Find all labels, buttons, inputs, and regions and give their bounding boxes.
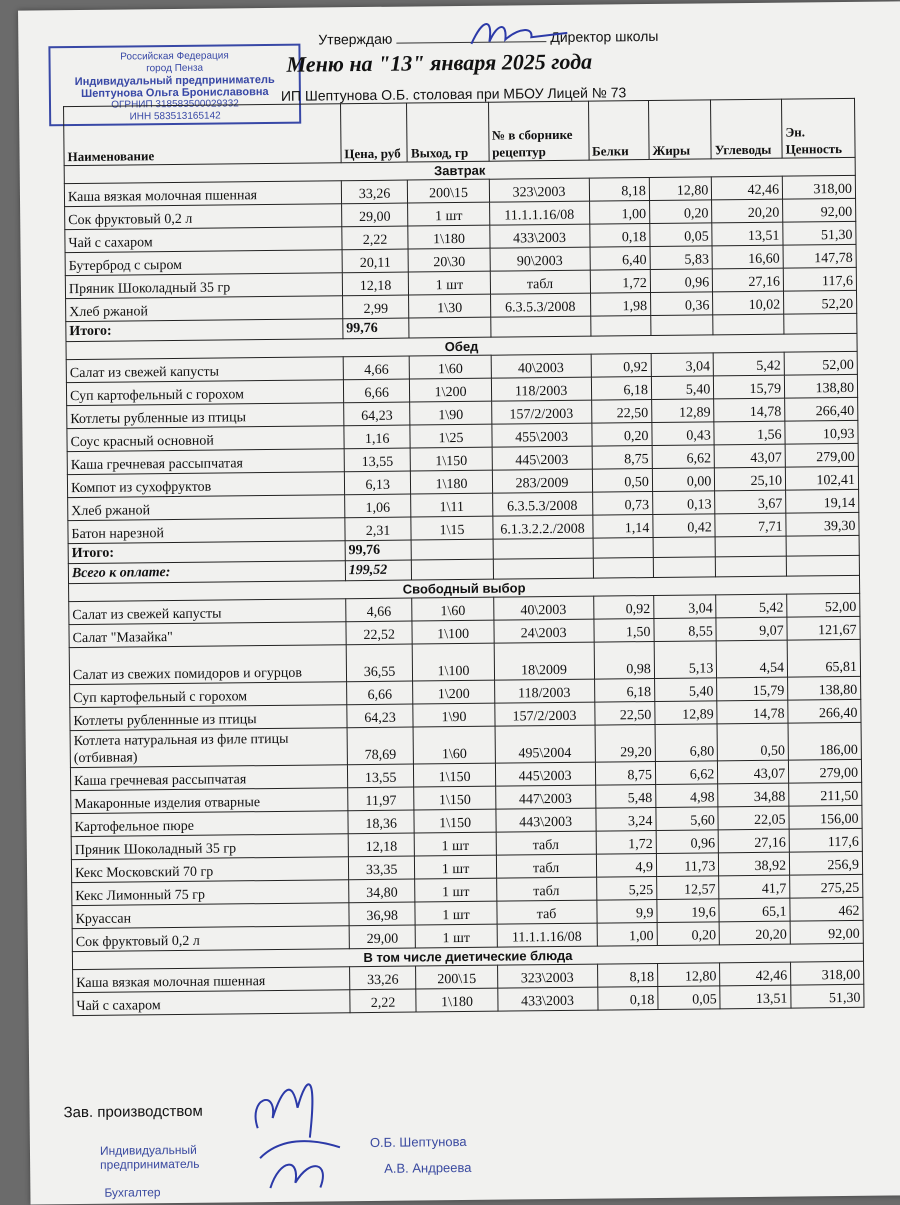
cell-value: 14,78	[714, 398, 785, 422]
dish-name: Котлеты рубленнные из птицы	[70, 705, 347, 731]
cell-value: 6,80	[655, 724, 718, 762]
cell-value: 36,98	[349, 902, 416, 926]
dish-name: Суп картофельный с горохом	[70, 682, 347, 708]
cell-value: 2,31	[345, 517, 412, 541]
cell-value: 0,92	[593, 595, 654, 619]
cell-value: 6.3.5.3/2008	[492, 492, 592, 516]
section-title: Завтрак	[64, 157, 855, 183]
header-row	[64, 98, 856, 165]
cell-value: 495\2004	[495, 725, 595, 763]
signer-name-2: А.В. Андреева	[384, 1159, 472, 1176]
cell-value: 13,51	[720, 985, 791, 1009]
cell-value: табл	[496, 877, 596, 901]
dish-name: Салат из свежей капусты	[66, 357, 343, 383]
cell-value: 266,40	[788, 699, 861, 723]
cell-value: 9,07	[716, 617, 787, 641]
cell-value: 6.3.5.3/2008	[490, 293, 590, 317]
cell-value: 0,20	[657, 922, 720, 946]
total-label: Итого:	[68, 541, 345, 564]
dish-name: Каша гречневая рассыпчатая	[70, 765, 347, 791]
cell-value: 13,51	[712, 222, 783, 246]
ip-label: Индивидуальный предприниматель	[99, 1142, 200, 1172]
dish-name: Салат из свежих помидоров и огурцов	[69, 645, 346, 685]
cell-value: 1\11	[411, 493, 492, 517]
cell-value: 211,50	[789, 782, 862, 806]
cell-value: 1\180	[411, 470, 492, 494]
dish-name: Котлета натуральная из филе птицы (отбивная)	[70, 728, 347, 768]
cell-value: 0,20	[591, 423, 652, 447]
cell-value: 200\15	[416, 965, 497, 989]
cell-value: 0,18	[597, 986, 658, 1010]
cell-value: 186,00	[788, 722, 861, 760]
cell-value: 318,00	[791, 961, 864, 985]
cell-value: 323\2003	[497, 964, 597, 988]
section-title: Обед	[66, 333, 857, 359]
cell-value: 0,50	[592, 469, 653, 493]
cell-value: 51,30	[783, 221, 856, 245]
cell-value: 3,67	[715, 490, 786, 514]
cell-value: 121,67	[787, 616, 860, 640]
cell-value: 118/2003	[494, 679, 594, 703]
cell-value: 40\2003	[493, 596, 593, 620]
cell-value: 39,30	[786, 512, 859, 536]
cell-value: 43,07	[714, 444, 785, 468]
cell-value: 3,04	[654, 595, 717, 619]
dish-name: Чай с сахаром	[65, 227, 342, 253]
dish-name: Каша гречневая рассыпчатая	[67, 449, 344, 475]
cell-value: 1\150	[414, 786, 495, 810]
cell-value: 5,42	[716, 594, 787, 618]
cell-value: 1,16	[344, 425, 411, 449]
cell-value: 29,00	[341, 203, 408, 227]
cell-value: 13,55	[344, 448, 411, 472]
col-yield: Выход, гр	[407, 102, 489, 162]
cell-value: 445\2003	[492, 446, 592, 470]
cell-value: 1,06	[344, 494, 411, 518]
cell-value: 20,20	[719, 921, 790, 945]
cell-value: 51,30	[791, 984, 864, 1008]
cell-value: 447\2003	[495, 785, 595, 809]
cell-value: 5,83	[650, 246, 713, 270]
cell-value: 41,7	[719, 875, 790, 899]
cell-value: 1\15	[411, 516, 492, 540]
cell-value: 323\2003	[489, 178, 589, 202]
dish-name: Каша вязкая молочная пшенная	[73, 967, 350, 993]
menu-sheet	[18, 1, 900, 1204]
production-label: Зав. производством	[63, 1102, 203, 1122]
cell-value: 5,40	[651, 376, 714, 400]
cell-value: 0,96	[650, 269, 713, 293]
cell-value: 22,52	[346, 621, 413, 645]
cell-value: 3,04	[651, 353, 714, 377]
cell-value: 0,05	[658, 986, 721, 1010]
cell-value: 6,62	[652, 445, 715, 469]
cell-value: 13,55	[347, 764, 414, 788]
page-subtitle: ИП Шептунова О.Б. столовая при МБОУ Лицей № 73	[280, 84, 627, 104]
dish-name: Круассан	[72, 903, 349, 929]
dish-name: Кекс Лимонный 75 гр	[72, 880, 349, 906]
cell-value: 156,00	[789, 805, 862, 829]
cell-value: 102,41	[785, 466, 858, 490]
cell-value: 157/2/2003	[491, 400, 591, 424]
cell-value: 22,05	[718, 806, 789, 830]
dish-name: Компот из сухофруктов	[67, 472, 344, 498]
cell-value: 33,35	[348, 856, 415, 880]
cell-value: 12,57	[657, 876, 720, 900]
cell-value: 6,13	[344, 471, 411, 495]
cell-value: 2,22	[342, 226, 409, 250]
cell-value: 0,05	[650, 223, 713, 247]
cell-value: 1,50	[593, 618, 654, 642]
col-name: Наименование	[64, 104, 341, 166]
cell-value: 64,23	[343, 402, 410, 426]
cell-value: 5,60	[656, 807, 719, 831]
cell-value: 5,13	[654, 641, 717, 679]
cell-value: 5,48	[595, 784, 656, 808]
col-carbs: Углеводы	[711, 99, 782, 159]
cell-value: 138,80	[788, 676, 861, 700]
cell-value: 1,72	[590, 270, 651, 294]
approve-label: Утверждаю	[318, 30, 393, 48]
section-title: Свободный выбор	[69, 575, 860, 601]
cell-value: 1\90	[410, 401, 491, 425]
cell-value: 0,43	[652, 422, 715, 446]
cell-value: 1,00	[597, 922, 658, 946]
dish-name: Котлеты рубленные из птицы	[67, 403, 344, 429]
cell-value: 52,00	[784, 351, 857, 375]
cell-value: 27,16	[718, 829, 789, 853]
dish-name: Сок фруктовый 0,2 л	[72, 926, 349, 952]
cell-value: 1,98	[590, 293, 651, 317]
cell-value: 4,98	[656, 784, 719, 808]
cell-value: 0,00	[652, 468, 715, 492]
cell-value: 283/2009	[492, 469, 592, 493]
cell-value: 118/2003	[491, 377, 591, 401]
cell-value: 0,92	[591, 354, 652, 378]
cell-value: 1\150	[414, 763, 495, 787]
cell-value: 29,20	[595, 724, 656, 762]
cell-value: 1\200	[410, 378, 491, 402]
dish-name: Каша вязкая молочная пшенная	[64, 181, 341, 207]
cell-value: 1\100	[413, 643, 495, 681]
cell-value: 6,66	[343, 379, 410, 403]
dish-name: Салат "Мазайка"	[69, 622, 346, 648]
cell-value: 12,89	[652, 399, 715, 423]
cell-value: 0,18	[589, 224, 650, 248]
dish-name: Суп картофельный с горохом	[66, 380, 343, 406]
cell-value: 455\2003	[492, 423, 592, 447]
cell-value: 8,75	[592, 446, 653, 470]
cell-value: 6,40	[590, 247, 651, 271]
cell-value: 8,18	[597, 963, 658, 987]
cell-value: 117,6	[783, 267, 856, 291]
cell-value: 10,02	[713, 291, 784, 315]
cell-value: 279,00	[785, 443, 858, 467]
cell-value: 2,99	[342, 295, 409, 319]
cell-value: 433\2003	[497, 987, 597, 1011]
cell-value: 12,18	[348, 833, 415, 857]
cell-value: 33,26	[349, 966, 416, 990]
cell-value: 1\100	[412, 620, 493, 644]
cell-value: 19,6	[657, 899, 720, 923]
cell-value: 11,73	[656, 853, 719, 877]
col-energy: Эн. Ценность	[782, 98, 856, 158]
cell-value: 1 шт	[409, 271, 490, 295]
cell-value: 7,71	[715, 513, 786, 537]
cell-value: 25,10	[715, 467, 786, 491]
cell-value: 1\200	[413, 680, 494, 704]
cell-value: 4,54	[716, 640, 787, 678]
cell-value: 52,00	[787, 593, 860, 617]
cell-value: 29,00	[349, 925, 416, 949]
cell-value: 34,88	[718, 783, 789, 807]
cell-value: 6,66	[346, 681, 413, 705]
cell-value: 266,40	[785, 397, 858, 421]
cell-value: 20,20	[712, 199, 783, 223]
cell-value: 1,14	[592, 514, 653, 538]
cell-value: 1\30	[409, 294, 490, 318]
cell-value: 1,56	[714, 421, 785, 445]
cell-value: 1\180	[408, 225, 489, 249]
cell-value: 1 шт	[415, 832, 496, 856]
cell-value: 38,92	[719, 852, 790, 876]
cell-value: 0,73	[592, 492, 653, 516]
cell-value: 16,60	[712, 245, 783, 269]
cell-value: 12,89	[655, 701, 718, 725]
cell-value: 42,46	[720, 962, 791, 986]
cell-value: 34,80	[348, 879, 415, 903]
cell-value: 157/2/2003	[494, 702, 594, 726]
cell-value: 1\150	[411, 447, 492, 471]
cell-value: 11.1.1.16/08	[489, 201, 589, 225]
cell-value: 0,13	[652, 491, 715, 515]
cell-value: 6.1.3.2.2./2008	[492, 515, 592, 539]
total-value: 199,52	[345, 560, 412, 581]
dish-name: Картофельное пюре	[71, 811, 348, 837]
cell-value: 1\90	[413, 703, 494, 727]
director-signature	[463, 13, 573, 54]
total-value: 99,76	[345, 540, 412, 561]
cell-value: 256,9	[789, 851, 862, 875]
cell-value: 14,78	[717, 700, 788, 724]
cell-value: 1\60	[414, 726, 496, 764]
cell-value: 6,18	[591, 377, 652, 401]
cell-value: 42,46	[712, 176, 783, 200]
signer-name-1: О.Б. Шептунова	[369, 1133, 467, 1150]
cell-value: 36,55	[346, 644, 413, 682]
cell-value: 5,25	[596, 876, 657, 900]
cell-value: 275,25	[790, 874, 863, 898]
cell-value: 138,80	[784, 374, 857, 398]
cell-value: 24\2003	[494, 619, 594, 643]
dish-name: Пряник Шоколадный 35 гр	[65, 273, 342, 299]
cell-value: 2,22	[350, 989, 417, 1013]
cell-value: 0,36	[650, 292, 713, 316]
cell-value: 1\60	[412, 597, 493, 621]
cell-value: 117,6	[789, 828, 862, 852]
cell-value: 65,1	[719, 898, 790, 922]
cell-value: 1 шт	[408, 202, 489, 226]
cell-value: 0,20	[649, 200, 712, 224]
cell-value: 15,79	[717, 677, 788, 701]
cell-value: 22,50	[591, 400, 652, 424]
dish-name: Бутерброд с сыром	[65, 250, 342, 276]
cell-value: 1\25	[410, 424, 491, 448]
cell-value: 8,55	[654, 618, 717, 642]
cell-value: 6,18	[594, 678, 655, 702]
cell-value: 1 шт	[415, 855, 496, 879]
col-fat: Жиры	[648, 100, 711, 160]
cell-value: 90\2003	[490, 247, 590, 271]
cell-value: 0,98	[594, 641, 655, 679]
cell-value: 12,18	[342, 272, 409, 296]
cell-value: 1,72	[596, 830, 657, 854]
cell-value: 20,11	[342, 249, 409, 273]
cell-value: 12,80	[657, 963, 720, 987]
dish-name: Кекс Московский 70 гр	[71, 857, 348, 883]
entrepreneur-stamp: Российская Федерация город Пенза Индивидуальный предприниматель Шептунова Ольга Брониславовна ОГРНИП 318583500029332 ИНН 583513165142	[48, 44, 301, 127]
col-protein: Белки	[588, 101, 649, 161]
cell-value: 3,24	[595, 807, 656, 831]
cell-value: 200\15	[408, 179, 489, 203]
cell-value: 4,9	[596, 853, 657, 877]
cell-value: 64,23	[347, 704, 414, 728]
cell-value: 18,36	[348, 810, 415, 834]
cell-value: 8,18	[589, 178, 650, 202]
cell-value: 1\180	[416, 988, 497, 1012]
cell-value: 18\2009	[494, 642, 594, 680]
cell-value: 92,00	[790, 920, 863, 944]
dish-name: Пряник Шоколадный 35 гр	[71, 834, 348, 860]
cell-value: 10,93	[785, 420, 858, 444]
cell-value: 20\30	[408, 248, 489, 272]
cell-value: 4,66	[346, 598, 413, 622]
cell-value: 0,96	[656, 830, 719, 854]
accountant-label: Бухгалтер	[104, 1185, 161, 1200]
cell-value: 19,14	[786, 489, 859, 513]
cell-value: 22,50	[594, 701, 655, 725]
cell-value: 11.1.1.16/08	[497, 923, 597, 947]
cell-value: 433\2003	[489, 224, 589, 248]
dish-name: Сок фруктовый 0,2 л	[65, 204, 342, 230]
dish-name: Чай с сахаром	[73, 990, 350, 1016]
cell-value: 1,00	[589, 201, 650, 225]
cell-value: 443\2003	[496, 808, 596, 832]
section-title: В том числе диетические блюда	[72, 943, 863, 969]
total-label: Всего к оплате:	[68, 561, 345, 584]
dish-name: Соус красный основной	[67, 426, 344, 452]
cell-value: 33,26	[341, 180, 408, 204]
cell-value: 279,00	[789, 759, 862, 783]
cell-value: 6,62	[655, 761, 718, 785]
accountant-signature	[250, 1127, 381, 1198]
page-title: Меню на "13" января 2025 года	[286, 48, 593, 77]
cell-value: табл	[490, 270, 590, 294]
cell-value: 11,97	[348, 787, 415, 811]
total-label: Итого:	[66, 319, 343, 342]
cell-value: 12,80	[649, 177, 712, 201]
cell-value: 15,79	[714, 375, 785, 399]
cell-value: 43,07	[718, 760, 789, 784]
cell-value: 147,78	[783, 244, 856, 268]
dish-name: Батон нарезной	[68, 518, 345, 544]
cell-value: 1\60	[410, 355, 491, 379]
cell-value: 52,20	[784, 290, 857, 314]
cell-value: табл	[496, 831, 596, 855]
cell-value: 1 шт	[415, 878, 496, 902]
cell-value: таб	[497, 900, 597, 924]
cell-value: 27,16	[713, 268, 784, 292]
cell-value: 318,00	[782, 175, 855, 199]
dish-name: Хлеб ржаной	[68, 495, 345, 521]
cell-value: 0,50	[717, 723, 788, 761]
director-label: Директор школы	[550, 27, 659, 46]
cell-value: 5,42	[713, 352, 784, 376]
cell-value: 462	[790, 897, 863, 921]
cell-value: 78,69	[347, 727, 414, 765]
menu-table	[63, 98, 864, 1016]
cell-value: 9,9	[596, 899, 657, 923]
dish-name: Салат из свежей капусты	[69, 599, 346, 625]
cell-value: 92,00	[783, 198, 856, 222]
dish-name: Макаронные изделия отварные	[71, 788, 348, 814]
col-price: Цена, руб	[340, 103, 407, 163]
cell-value: 5,40	[654, 678, 717, 702]
cell-value: 65,81	[787, 639, 860, 677]
cell-value: 40\2003	[491, 354, 591, 378]
col-recipe: № в сборнике рецептур	[488, 101, 589, 161]
total-value: 99,76	[343, 318, 410, 339]
cell-value: 1 шт	[415, 901, 496, 925]
cell-value: 0,42	[653, 514, 716, 538]
cell-value: 445\2003	[495, 762, 595, 786]
dish-name: Хлеб ржаной	[66, 296, 343, 322]
cell-value: 8,75	[595, 761, 656, 785]
cell-value: 4,66	[343, 356, 410, 380]
cell-value: 1\150	[414, 809, 495, 833]
cell-value: табл	[496, 854, 596, 878]
cell-value: 1 шт	[416, 924, 497, 948]
